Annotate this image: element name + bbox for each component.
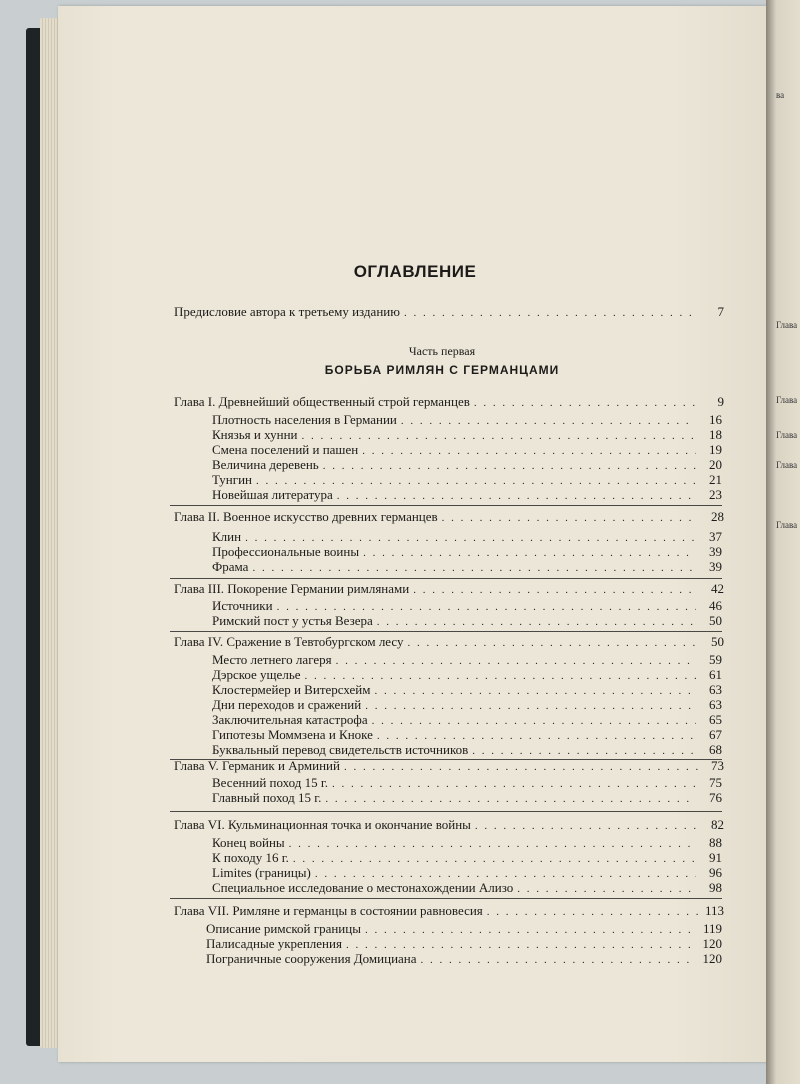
toc-section: Источники . . . 46 bbox=[212, 597, 722, 615]
toc-section: Величина деревень . . . 20 bbox=[212, 456, 722, 474]
toc-chapter: Глава I. Древнейший общественный строй германцев . . . 9 bbox=[174, 393, 724, 411]
toc-section: Клостермейер и Витерсхейм . . . 63 bbox=[212, 681, 722, 699]
divider bbox=[170, 898, 722, 899]
toc-heading: ОГЛАВЛЕНИЕ bbox=[353, 262, 477, 281]
toc-section: Заключительная катастрофа . . . 65 bbox=[212, 711, 722, 729]
divider bbox=[170, 505, 722, 506]
toc-preface: Предисловие автора к третьему изданию . . . 7 bbox=[174, 303, 724, 321]
toc-section: Князья и хунни . . . 18 bbox=[212, 426, 722, 444]
toc-chapter: Глава IV. Сражение в Тевтобургском лесу . . . 50 bbox=[174, 633, 724, 651]
toc-section: Конец войны . . . 88 bbox=[212, 834, 722, 852]
toc-section: Фрама . . . 39 bbox=[212, 558, 722, 576]
toc-section: Римский пост у устья Везера . . . 50 bbox=[212, 612, 722, 630]
toc-section: К походу 16 г. . . . 91 bbox=[212, 849, 722, 867]
toc-section: Главный поход 15 г. . . . 76 bbox=[212, 789, 722, 807]
toc-section: Дэрское ущелье . . . 61 bbox=[212, 666, 722, 684]
toc-chapter: Глава V. Германик и Арминий . . . 73 bbox=[174, 757, 724, 775]
adjacent-page-text: ва bbox=[776, 90, 785, 100]
adjacent-page-text: Глава bbox=[776, 520, 798, 530]
part-label: Часть первая bbox=[408, 344, 476, 358]
toc-section: Описание римской границы . . . 119 bbox=[206, 920, 722, 938]
toc-section: Гипотезы Моммзена и Кноке . . . 67 bbox=[212, 726, 722, 744]
toc-section: Специальное исследование о местонахождении Ализо . . . 98 bbox=[212, 879, 722, 897]
divider bbox=[170, 578, 722, 579]
toc-section: Место летнего лагеря . . . 59 bbox=[212, 651, 722, 669]
toc-section: Клин . . . 37 bbox=[212, 528, 722, 546]
toc-section: Дни переходов и сражений . . . 63 bbox=[212, 696, 722, 714]
toc-chapter: Глава II. Военное искусство древних германцев . . . 28 bbox=[174, 508, 724, 526]
toc-section: Весенний поход 15 г. . . . 75 bbox=[212, 774, 722, 792]
toc-section: Плотность населения в Германии . . . 16 bbox=[212, 411, 722, 429]
divider bbox=[170, 631, 722, 632]
toc-chapter: Глава VI. Кульминационная точка и окончание войны . . . 82 bbox=[174, 816, 724, 834]
adjacent-page-text: Глава bbox=[776, 320, 798, 330]
adjacent-page-text: Глава bbox=[776, 460, 798, 470]
toc-chapter: Глава III. Покорение Германии римлянами . . . 42 bbox=[174, 580, 724, 598]
toc-section: Буквальный перевод свидетельств источников . . . 68 bbox=[212, 741, 722, 759]
toc-section: Limites (границы) . . . 96 bbox=[212, 864, 722, 882]
adjacent-page-text: Глава bbox=[776, 430, 798, 440]
toc-section: Тунгин . . . 21 bbox=[212, 471, 722, 489]
toc-section: Смена поселений и пашен . . . 19 bbox=[212, 441, 722, 459]
toc-section: Палисадные укрепления . . . 120 bbox=[206, 935, 722, 953]
divider bbox=[170, 811, 722, 812]
toc-chapter: Глава VII. Римляне и германцы в состоянии равновесия . . . 113 bbox=[174, 902, 724, 920]
toc-section: Новейшая литература . . . 23 bbox=[212, 486, 722, 504]
part-title: БОРЬБА РИМЛЯН С ГЕРМАНЦАМИ bbox=[324, 363, 560, 377]
toc-section: Пограничные сооружения Домициана . . . 120 bbox=[206, 950, 722, 968]
adjacent-page-text: Глава bbox=[776, 395, 798, 405]
toc-section: Профессиональные воины . . . 39 bbox=[212, 543, 722, 561]
